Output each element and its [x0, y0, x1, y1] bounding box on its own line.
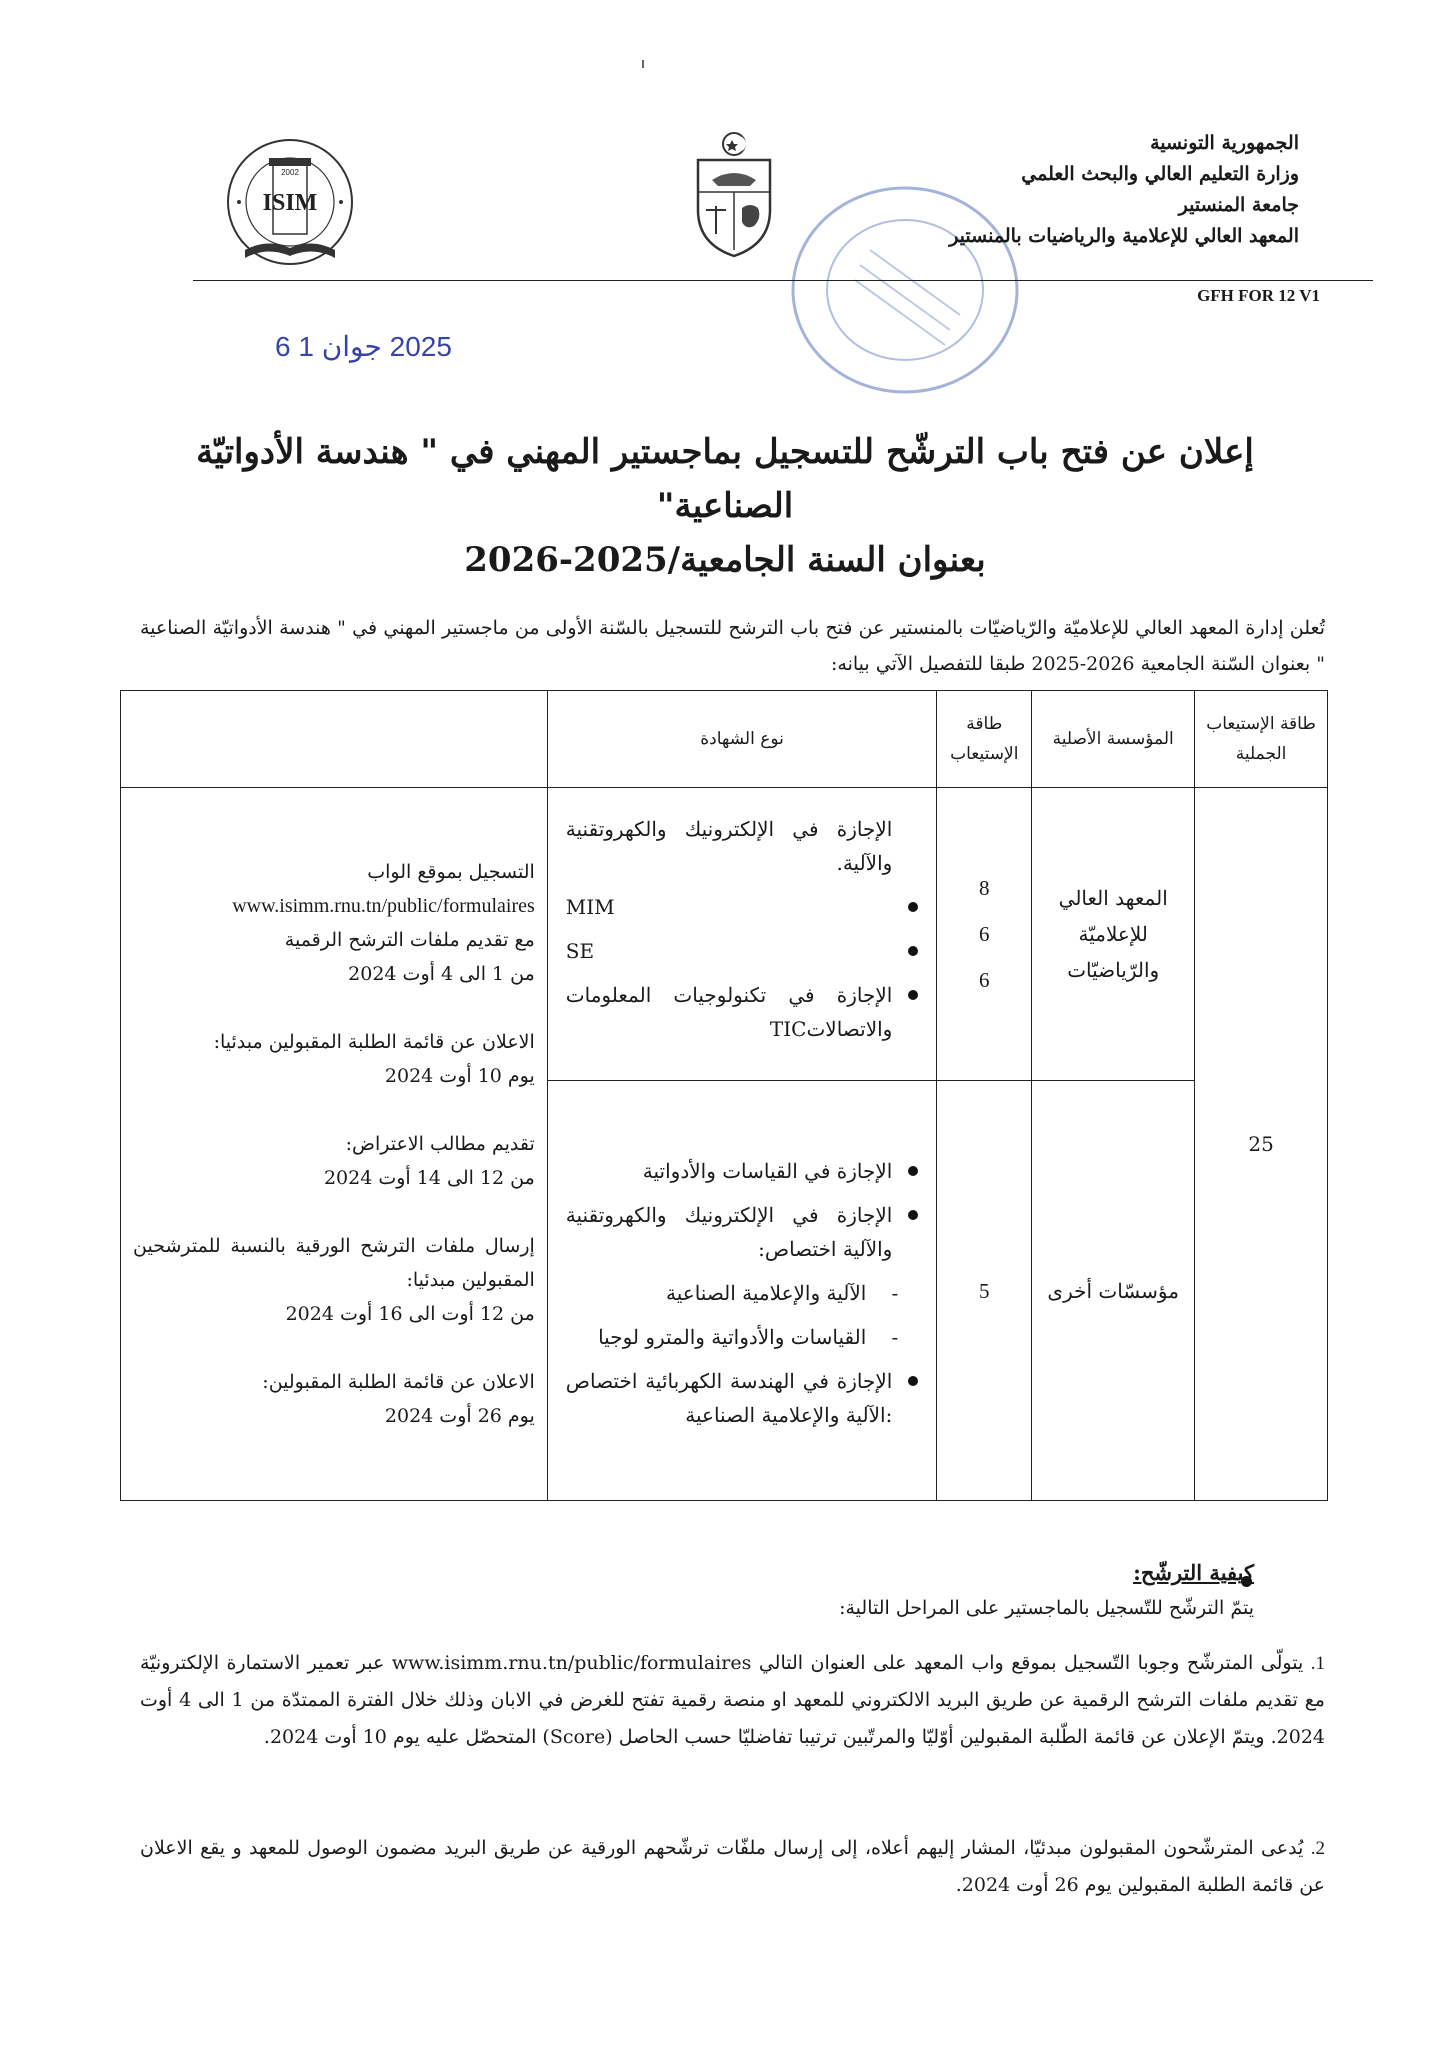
- degree-subitem: - القياسات والأدواتية والمترو لوجيا: [566, 1320, 923, 1354]
- schedule-paper-dates: من 12 أوت الى 16 أوت 2024: [285, 1303, 535, 1325]
- institution-cell: المعهد العالي للإعلاميّة والرّياضيّات: [1032, 788, 1195, 1081]
- degree-item: الإجازة في تكنولوجيات المعلومات والاتصالاتTIC: [566, 978, 923, 1046]
- schedule-appeal-label: تقديم مطالب الاعتراض:: [345, 1133, 535, 1155]
- scan-mark: [642, 60, 644, 68]
- title-line-2: بعنوان السنة الجامعية/2025-2026: [464, 540, 986, 580]
- schedule-final-label: الاعلان عن قائمة الطلبة المقبولين:: [262, 1371, 535, 1393]
- schedule-cell: [121, 788, 548, 1501]
- schedule-reg-dates: من 1 الى 4 أوت 2024: [348, 963, 535, 985]
- degree-item: الإجازة في الإلكترونيك والكهروتقنية والآلية اختصاص:: [566, 1198, 923, 1266]
- coat-of-arms-icon: [684, 130, 784, 262]
- header-line-university: جامعة المنستير: [1178, 194, 1299, 216]
- schedule-paper-label: إرسال ملفات الترشح الورقية بالنسبة للمترشحين المقبولين مبدئيا:: [133, 1235, 535, 1291]
- capacity-cell: 5: [937, 1081, 1032, 1501]
- degree-item: الإجازة في القياسات والأدواتية: [566, 1154, 923, 1188]
- form-code: GFH FOR 12 V1: [1197, 286, 1320, 305]
- degree-item: الإجازة في الإلكترونيك والكهروتقنية والآلية.: [565, 817, 893, 875]
- step-number: 1.: [1310, 1653, 1325, 1674]
- degree-cell: [547, 1081, 937, 1501]
- schedule-final-date: يوم 26 أوت 2024: [384, 1405, 535, 1427]
- schedule-appeal-dates: من 12 الى 14 أوت 2024: [323, 1167, 535, 1189]
- logo-text: ISIM: [262, 190, 318, 216]
- intro-paragraph: تُعلن إدارة المعهد العالي للإعلاميّة والرّياضيّات بالمنستير عن فتح باب الترشح للتسجيل بالسّنة الأولى من ماجستير المهني في " هندسة الأدواتيّة الصناعية " بعنوان السّنة الجامعية 2026-2025 طبقا للتفصيل الآتي بيانه:: [140, 617, 1325, 675]
- header-line-institute: المعهد العالي للإعلامية والرياضيات بالمنستير: [949, 225, 1299, 247]
- header-line-republic: الجمهورية التونسية: [1150, 132, 1299, 154]
- institution-cell: مؤسسّات أخرى: [1032, 1081, 1195, 1501]
- degree-cell: [547, 788, 937, 1081]
- table-header-row: [121, 691, 1328, 788]
- schedule-prelim-date: يوم 10 أوت 2024: [384, 1065, 535, 1087]
- isim-logo: [215, 130, 365, 280]
- application-step: [140, 1830, 1325, 1904]
- announcement-title: [150, 425, 1300, 587]
- header-ministry-lines: [839, 128, 1299, 252]
- degree-item: SE: [566, 934, 923, 968]
- step-text: يُدعى المترشّحون المقبولون مبدئيّا، المشار إليهم أعلاه، إلى إرسال ملفّات ترشّحهم الورقية عن طريق البريد مضمون الوصول للمعهد و يقع الاعلان عن قائمة الطلبة المقبولين يوم 26 أوت 2024.: [140, 1837, 1325, 1896]
- table-row: [121, 788, 1328, 1081]
- header-divider: [193, 280, 1373, 281]
- admission-table: [120, 690, 1328, 1501]
- degree-item: الإجازة في الهندسة الكهربائية اختصاص :الآلية والإعلامية الصناعية: [566, 1364, 923, 1432]
- step-text: يتولّى المترشّح وجوبا التّسجيل بموقع واب المعهد على العنوان التالي www.isimm.rnu.tn/public/formulaires عبر تعمير الاستمارة الإلكترونيّة مع تقديم ملفات الترشح الرقمية عن طريق البريد الالكتروني للمعهد او منصة رقمية تفتح للغرض في الابان وذلك خلال الفترة الممتدّة من 1 الى 4 أوت 2024. ويتمّ الإعلان عن قائمة الطّلبة المقبولين أوّليّا والمرتّبين ترتيبا تفاضليّا حسب الحاصل (Score) المتحصّل عليه يوم 10 أوت 2024.: [140, 1652, 1325, 1748]
- header-degree-type: نوع الشهادة: [547, 691, 937, 788]
- how-to-apply-intro: يتمّ الترشّح للتّسجيل بالماجستير على المراحل التالية:: [839, 1597, 1254, 1619]
- how-to-apply-title: كيفية الترشّح:: [1133, 1560, 1254, 1585]
- header-total-capacity: طاقة الإستيعاب الجملية: [1195, 691, 1328, 788]
- header-origin-institution: المؤسسة الأصلية: [1032, 691, 1195, 788]
- count-mim: 8: [979, 876, 990, 900]
- schedule-reg-note: مع تقديم ملفات الترشح الرقمية: [284, 929, 535, 951]
- date-stamp: 2025 جوان 1 6: [275, 331, 452, 362]
- schedule-reg-label: التسجيل بموقع الواب: [367, 861, 535, 883]
- title-line-1: إعلان عن فتح باب الترشّح للتسجيل بماجستير المهني في " هندسة الأدواتيّة الصناعية": [196, 432, 1254, 526]
- count-se: 6: [979, 922, 990, 946]
- schedule-url: www.isimm.rnu.tn/public/formulaires: [232, 895, 535, 917]
- header-schedule: [121, 691, 548, 788]
- logo-year: 2002: [281, 168, 299, 177]
- schedule-prelim-label: الاعلان عن قائمة الطلبة المقبولين مبدئيا:: [213, 1031, 535, 1053]
- degree-subitem: - الآلية والإعلامية الصناعية: [566, 1276, 923, 1310]
- total-capacity-cell: 25: [1195, 788, 1328, 1501]
- header-line-ministry: وزارة التعليم العالي والبحث العلمي: [1021, 163, 1299, 185]
- application-step: [140, 1645, 1325, 1756]
- step-number: 2.: [1310, 1838, 1325, 1859]
- capacity-cell: [937, 788, 1032, 1081]
- degree-item: MIM: [566, 890, 923, 924]
- count-tic: 6: [979, 968, 990, 992]
- header-capacity: طاقة الإستيعاب: [937, 691, 1032, 788]
